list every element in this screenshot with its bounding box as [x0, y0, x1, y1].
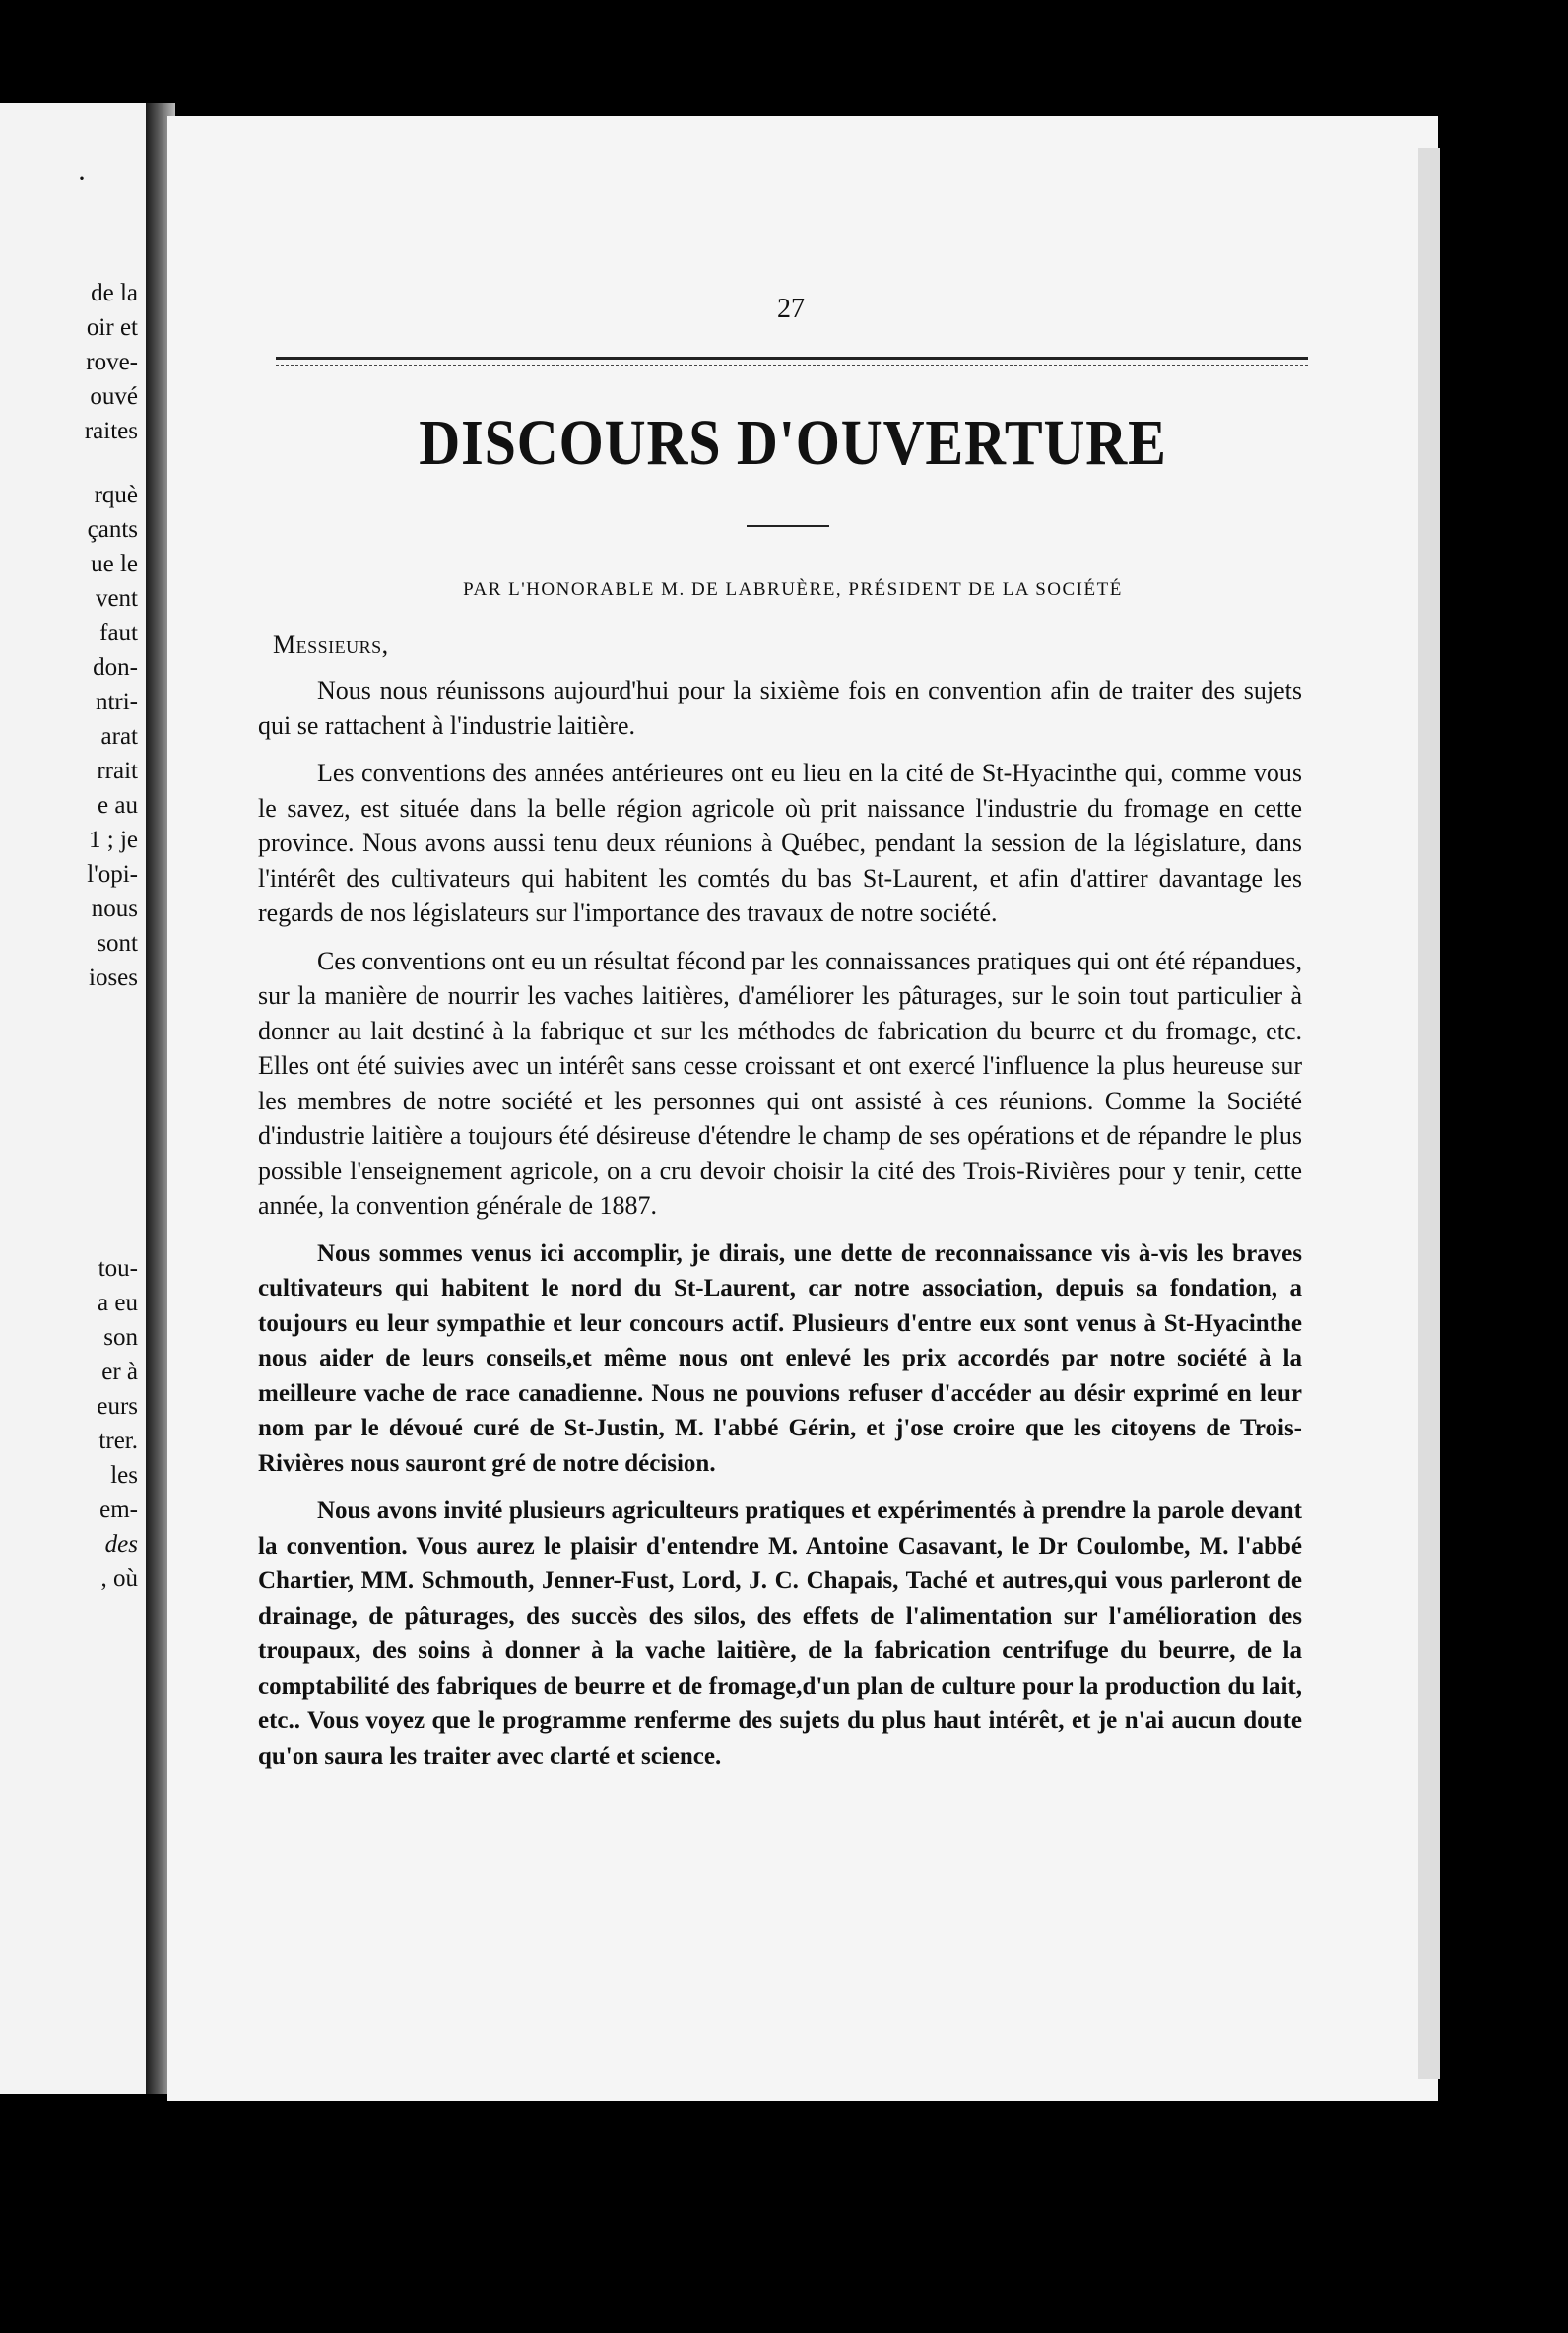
paragraph: Les conventions des années antérieures ont eu lieu en la cité de St-Hyacinthe qui, comme vous le savez, est située dans la belle région agricole où prit naissance l'industrie du fromage en cette province. Nous avons aussi tenu deux réunions à Québec, pendant la session de la législature, dans l'intérêt des cultivateurs qui habitent les comtés du bas St-Laurent, et afin d'attirer davantage les regards de nos législateurs sur l'importance des travaux de notre société. — [258, 759, 1302, 927]
facing-page-line: don- — [93, 654, 138, 681]
paragraph: Nous avons invité plusieurs agriculteurs pratiques et expérimentés à prendre la parole devant la convention. Vous aurez le plaisir d'entendre M. Antoine Casavant, le Dr Coulombe, M. l'abbé Chartier, MM. Schmouth, Jenner-Fust, Lord, J. C. Chapais, Taché et autres,qui vous parleront de drainage, de pâturages, des succès des silos, des effets de l'alimentation sur l'amélioration des troupaux, des soins à donner à la vache laitière, de la fabrication centrifuge du beurre, de la comptabilité des fabriques de beurre et de fromage,d'un plan de culture pour la production du lait, etc.. Vous voyez que le programme renferme des sujets du plus haut intérêt, et je n'ai aucun doute qu'on saura les traiter avec clarté et science. — [258, 1498, 1302, 1769]
page-number: 27 — [777, 294, 805, 324]
page-edge — [1418, 148, 1440, 2079]
facing-page-line: sont — [97, 930, 138, 957]
facing-page-line: son — [103, 1324, 138, 1351]
facing-page-line: ouvé — [90, 383, 138, 410]
facing-page-line: ntri- — [95, 689, 138, 715]
facing-page-line: faut — [99, 620, 138, 646]
facing-page-line: nous — [91, 896, 138, 922]
facing-page-line: rquè — [94, 482, 138, 508]
facing-page-line: vent — [95, 585, 138, 612]
title-divider — [747, 525, 829, 527]
facing-page-line: raites — [84, 418, 138, 444]
facing-page-line: , où — [100, 1566, 138, 1592]
facing-page-line: de la — [91, 280, 138, 306]
facing-page-line: tou- — [98, 1255, 138, 1282]
facing-page-line: çants — [87, 516, 138, 543]
facing-page-line: les — [110, 1462, 138, 1489]
facing-page-line: oir et — [86, 314, 138, 341]
byline: PAR L'HONORABLE M. DE LABRUÈRE, PRÉSIDENT DE LA SOCIÉTÉ — [463, 579, 1123, 600]
facing-page-line: trer. — [98, 1428, 138, 1454]
facing-page-line: ue le — [91, 551, 138, 577]
body-text — [258, 673, 1302, 1786]
ink-speck: · — [77, 163, 87, 195]
facing-page-line: arat — [100, 723, 138, 750]
salutation: Messieurs, — [273, 631, 389, 659]
header-rule — [276, 357, 1308, 360]
facing-page-line: ioses — [89, 965, 138, 991]
facing-page-line: er à — [101, 1359, 138, 1385]
facing-page-line: eurs — [97, 1393, 138, 1420]
facing-page-line: a eu — [98, 1290, 138, 1316]
facing-page-fragment — [0, 103, 146, 2094]
facing-page-line: em- — [99, 1497, 138, 1523]
facing-page-line: 1 ; je — [89, 827, 138, 853]
facing-page-line: l'opi- — [87, 861, 138, 888]
facing-page-line: rrait — [97, 758, 138, 784]
page-title: DISCOURS D'OUVERTURE — [419, 407, 1167, 479]
facing-page-line: e au — [98, 792, 138, 819]
paragraph: Nous nous réunissons aujourd'hui pour la sixième fois en convention afin de traiter des sujets qui se rattachent à l'industrie laitière. — [258, 676, 1302, 740]
paragraph: Nous sommes venus ici accomplir, je dirais, une dette de reconnaissance vis à-vis les braves cultivateurs qui habitent le nord du St-Laurent, car notre association, depuis sa fondation, a toujours eu leur sympathie et leur concours actif. Plusieurs d'entre eux sont venus à St-Hyacinthe nous aider de leurs conseils,et même nous ont enlevé les prix accordés par notre société à la meilleure vache de race canadienne. Nous ne pouvions refuser d'accéder au désir exprimé en leur nom par le dévoué curé de St-Justin, M. l'abbé Gérin, et j'ose croire que les citoyens de Trois-Rivières nous sauront gré de notre décision. — [258, 1239, 1302, 1477]
facing-page-line: rove- — [86, 349, 138, 375]
paragraph: Ces conventions ont eu un résultat fécond par les connaissances pratiques qui ont été répandues, sur la manière de nourrir les vaches laitières, d'améliorer les pâturages, sur le soin tout particulier à donner au lait destiné à la fabrique et sur les méthodes de fabrication du beurre et du fromage, etc. Elles ont été suivies avec un intérêt sans cesse croissant et ont exercé l'influence la plus heureuse sur les membres de notre société et les personnes qui ont assisté à ces réunions. Comme la Société d'industrie laitière a toujours été désireuse d'étendre le champ de ses opérations et de répandre le plus possible l'enseignement agricole, on a cru devoir choisir la cité des Trois-Rivières pour y tenir, cette année, la convention générale de 1887. — [258, 946, 1302, 1220]
facing-page-line: des — [104, 1531, 138, 1558]
header-rule-secondary — [276, 365, 1308, 366]
